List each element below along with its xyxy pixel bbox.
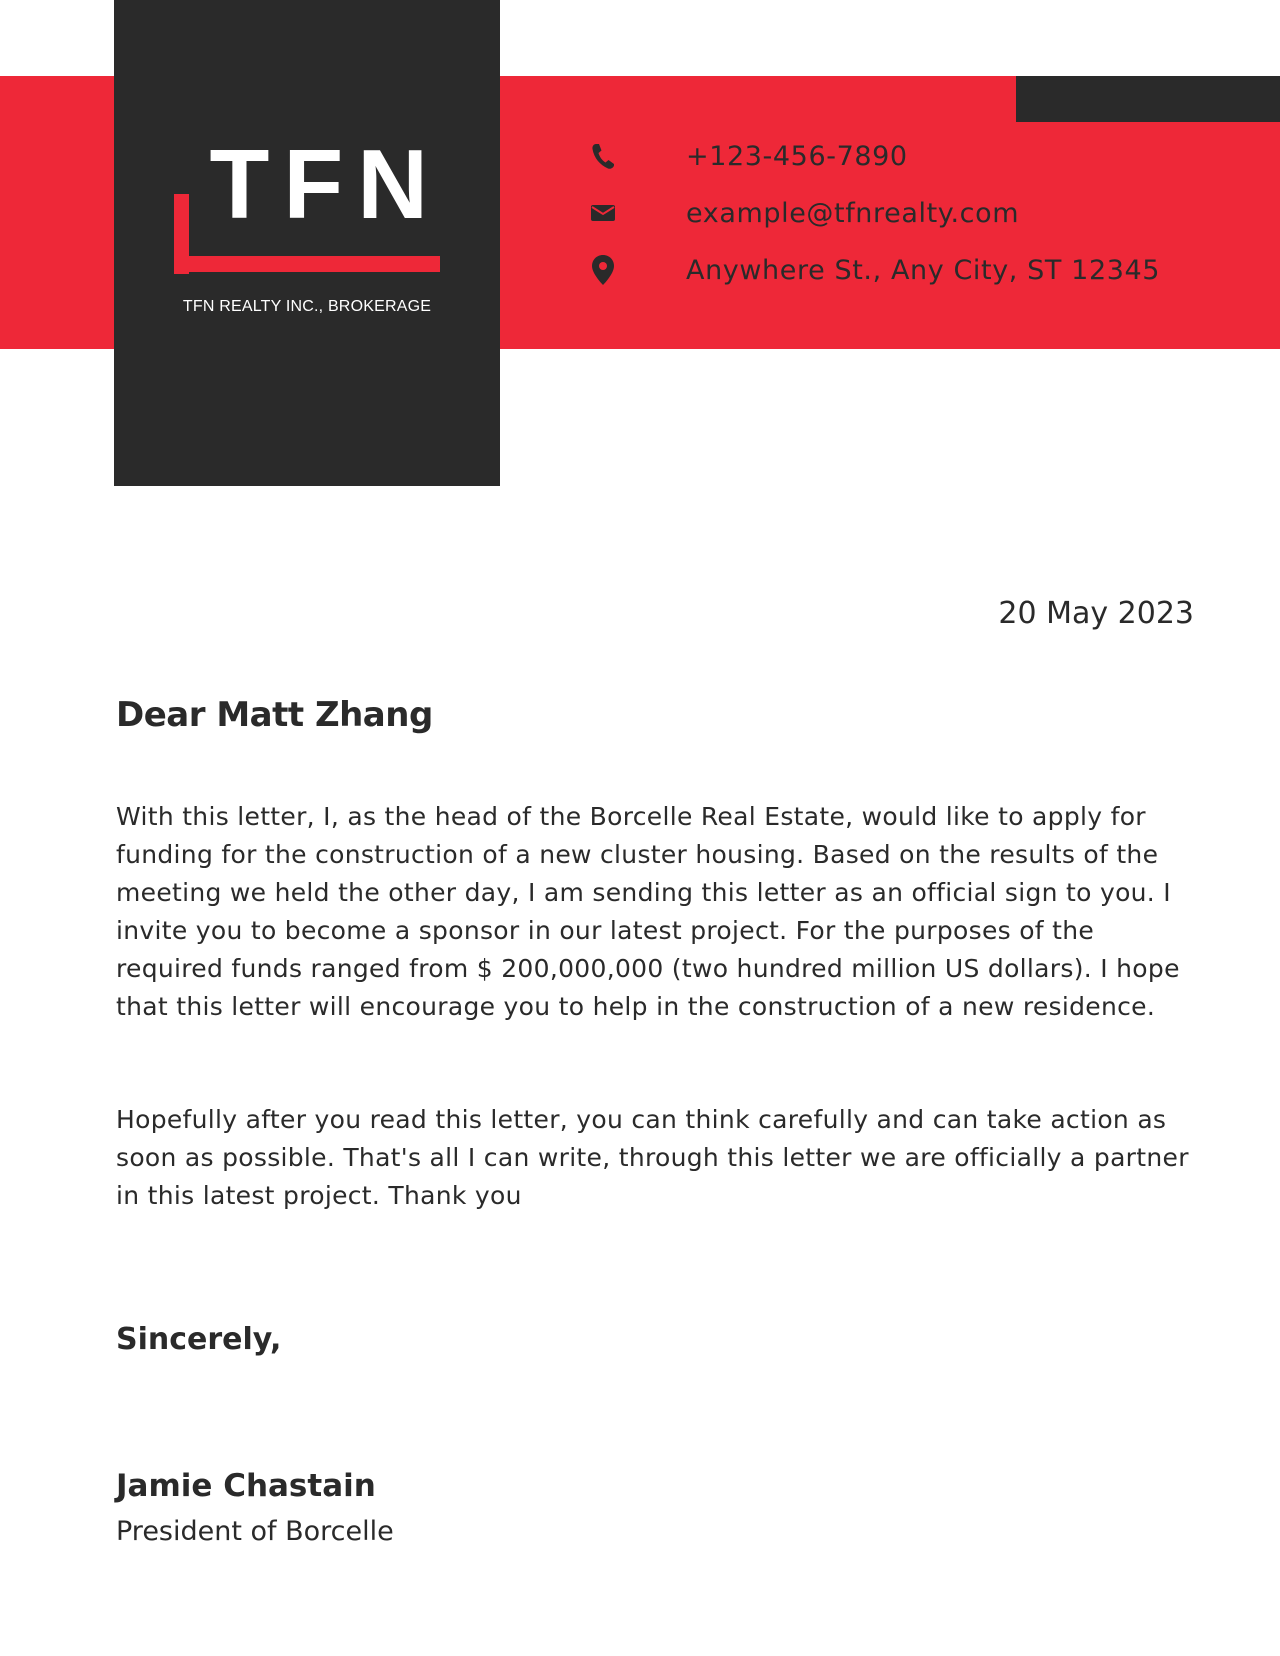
phone-icon — [588, 141, 618, 171]
letter-paragraph: Hopefully after you read this letter, you can think carefully and can take action as soon as possible. That's all I can write, through this letter we are officially a partner in this latest project. Thank you — [116, 1105, 1189, 1210]
logo-letters: TFN — [209, 129, 442, 239]
email-address: example@tfnrealty.com — [686, 197, 1020, 229]
location-pin-icon — [588, 255, 618, 285]
contact-phone — [588, 138, 908, 174]
signer-name: Jamie Chastain — [116, 1468, 376, 1504]
contact-email — [588, 195, 1020, 231]
company-name: TFN REALTY INC., BROKERAGE — [182, 298, 432, 315]
street-address: Anywhere St., Any City, ST 12345 — [686, 254, 1161, 286]
signer-title: President of Borcelle — [116, 1516, 394, 1547]
letter-paragraph: With this letter, I, as the head of the Borcelle Real Estate, would like to apply for funding for the construction of a new cluster housing. Based on the results of the meeting we held the other day, I am sending this letter as an official sign to you. I invite you to become a sponsor in our latest project. For the purposes of the required funds ranged from $ 200,000,000 (two hundred million US dollars). I hope that this letter will encourage you to help in the construction of a new residence. — [116, 802, 1180, 1021]
letter-date: 20 May 2023 — [998, 596, 1194, 631]
company-logo — [174, 129, 442, 276]
logo-bracket-horizontal — [174, 256, 440, 272]
phone-number: +123-456-7890 — [686, 140, 908, 172]
letter-closing: Sincerely, — [116, 1322, 282, 1357]
header-dark-accent — [1016, 76, 1280, 122]
mail-icon — [588, 198, 618, 228]
letter-salutation: Dear Matt Zhang — [116, 695, 433, 735]
contact-address — [588, 252, 1161, 288]
